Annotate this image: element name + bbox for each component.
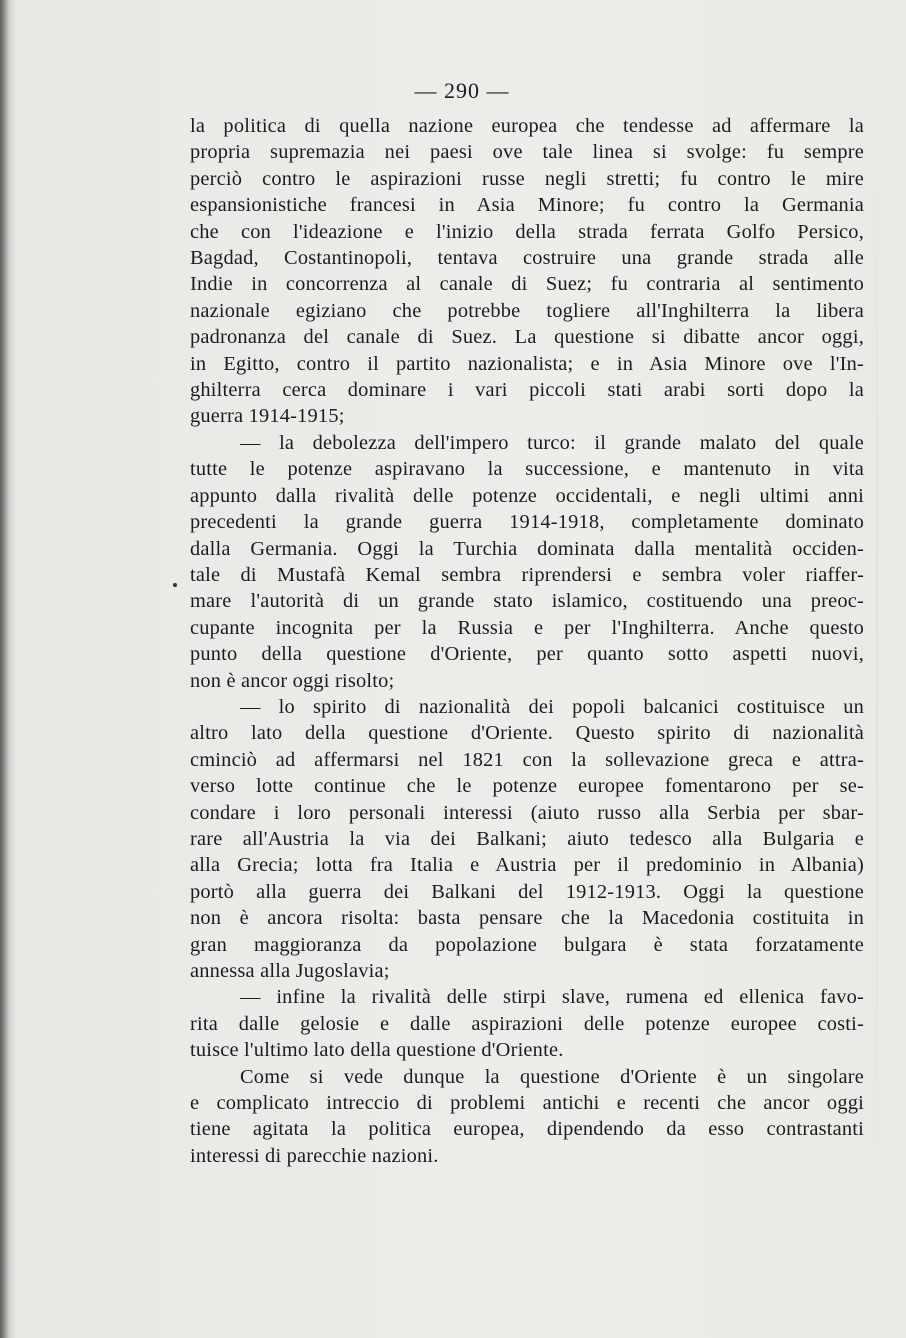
text-line: — infine la rivalità delle stirpi slave, rumena ed ellenica favo- [240,986,864,1009]
page-number: — 290 — [414,78,510,103]
text-line: alla Grecia; lotta fra Italia e Austria per il predominio in Albania) [190,854,864,877]
text-line: precedenti la grande guerra 1914-1918, completamente dominato [190,511,864,534]
text-line: punto della questione d'Oriente, per quanto sotto aspetti nuovi, [190,643,864,666]
text-line: in Egitto, contro il partito nazionalista; e in Asia Minore ove l'In- [190,352,864,375]
text-line: mare l'autorità di un grande stato islamico, costituendo una preoc- [190,590,864,613]
page-crease [876,0,878,1338]
text-line: Bagdad, Costantinopoli, tentava costruire una grande strada alle [190,247,864,270]
text-line: rare all'Austria la via dei Balkani; aiuto tedesco alla Bulgaria e [190,827,864,850]
text-line: e complicato intreccio di problemi antichi e recenti che ancor oggi [190,1092,864,1115]
text-line: tale di Mustafà Kemal sembra riprendersi e sembra voler riaffer- [190,563,864,586]
text-line: verso lotte continue che le potenze europee fomentarono per se- [190,775,864,798]
text-line: dalla Germania. Oggi la Turchia dominata dalla mentalità occiden- [190,537,864,560]
text-line: espansionistiche francesi in Asia Minore; fu contro la Germania [190,194,864,217]
text-line: cminciò ad affermarsi nel 1821 con la sollevazione greca e attra- [190,748,864,771]
text-line: altro lato della questione d'Oriente. Questo spirito di nazionalità [190,722,864,745]
text-line: gran maggioranza da popolazione bulgara è stata forzatamente [190,933,864,956]
text-line: padronanza del canale di Suez. La questione si dibatte ancor oggi, [190,326,864,349]
text-line: propria supremazia nei paesi ove tale linea si svolge: fu sempre [190,141,864,164]
text-line: cupante incognita per la Russia e per l'Inghilterra. Anche questo [190,616,864,639]
text-line: Come si vede dunque la questione d'Oriente è un singolare [240,1065,864,1088]
text-line: guerra 1914-1915; [190,405,345,428]
text-line: — lo spirito di nazionalità dei popoli balcanici costituisce un [240,695,864,718]
text-line: ghilterra cerca dominare i vari piccoli stati arabi sorti dopo la [190,379,864,402]
body-text [190,113,864,1169]
text-line: annessa alla Jugoslavia; [190,960,390,982]
margin-dot [173,583,177,587]
text-line: interessi di parecchie nazioni. [190,1144,439,1167]
text-line: portò alla guerra dei Balkani del 1912-1913. Oggi la questione [190,880,864,903]
text-line: appunto dalla rivalità delle potenze occidentali, e negli ultimi anni [190,484,864,507]
text-line: tiene agitata la politica europea, dipendendo da esso contrastanti [190,1118,864,1141]
text-line: che con l'ideazione e l'inizio della strada ferrata Golfo Persico, [190,220,864,243]
text-line: tuisce l'ultimo lato della questione d'Oriente. [190,1039,564,1062]
text-line: non è ancora risolta: basta pensare che la Macedonia costituita in [190,907,864,930]
text-line: tutte le potenze aspiravano la successione, e mantenuto in vita [190,458,864,481]
text-line: rita dalle gelosie e dalle aspirazioni delle potenze europee costi- [190,1012,864,1035]
text-line: nazionale egiziano che potrebbe togliere all'Inghilterra la libera [190,299,864,322]
text-line: Indie in concorrenza al canale di Suez; fu contraria al sentimento [190,273,864,296]
text-line: la politica di quella nazione europea che tendesse ad affermare la [190,115,864,137]
text-line: non è ancor oggi risolto; [190,669,395,692]
text-line: condare i loro personali interessi (aiuto russo alla Serbia per sbar- [190,801,864,824]
text-line: — la debolezza dell'impero turco: il grande malato del quale [240,431,864,454]
text-line: perciò contro le aspirazioni russe negli stretti; fu contro le mire [190,167,864,190]
